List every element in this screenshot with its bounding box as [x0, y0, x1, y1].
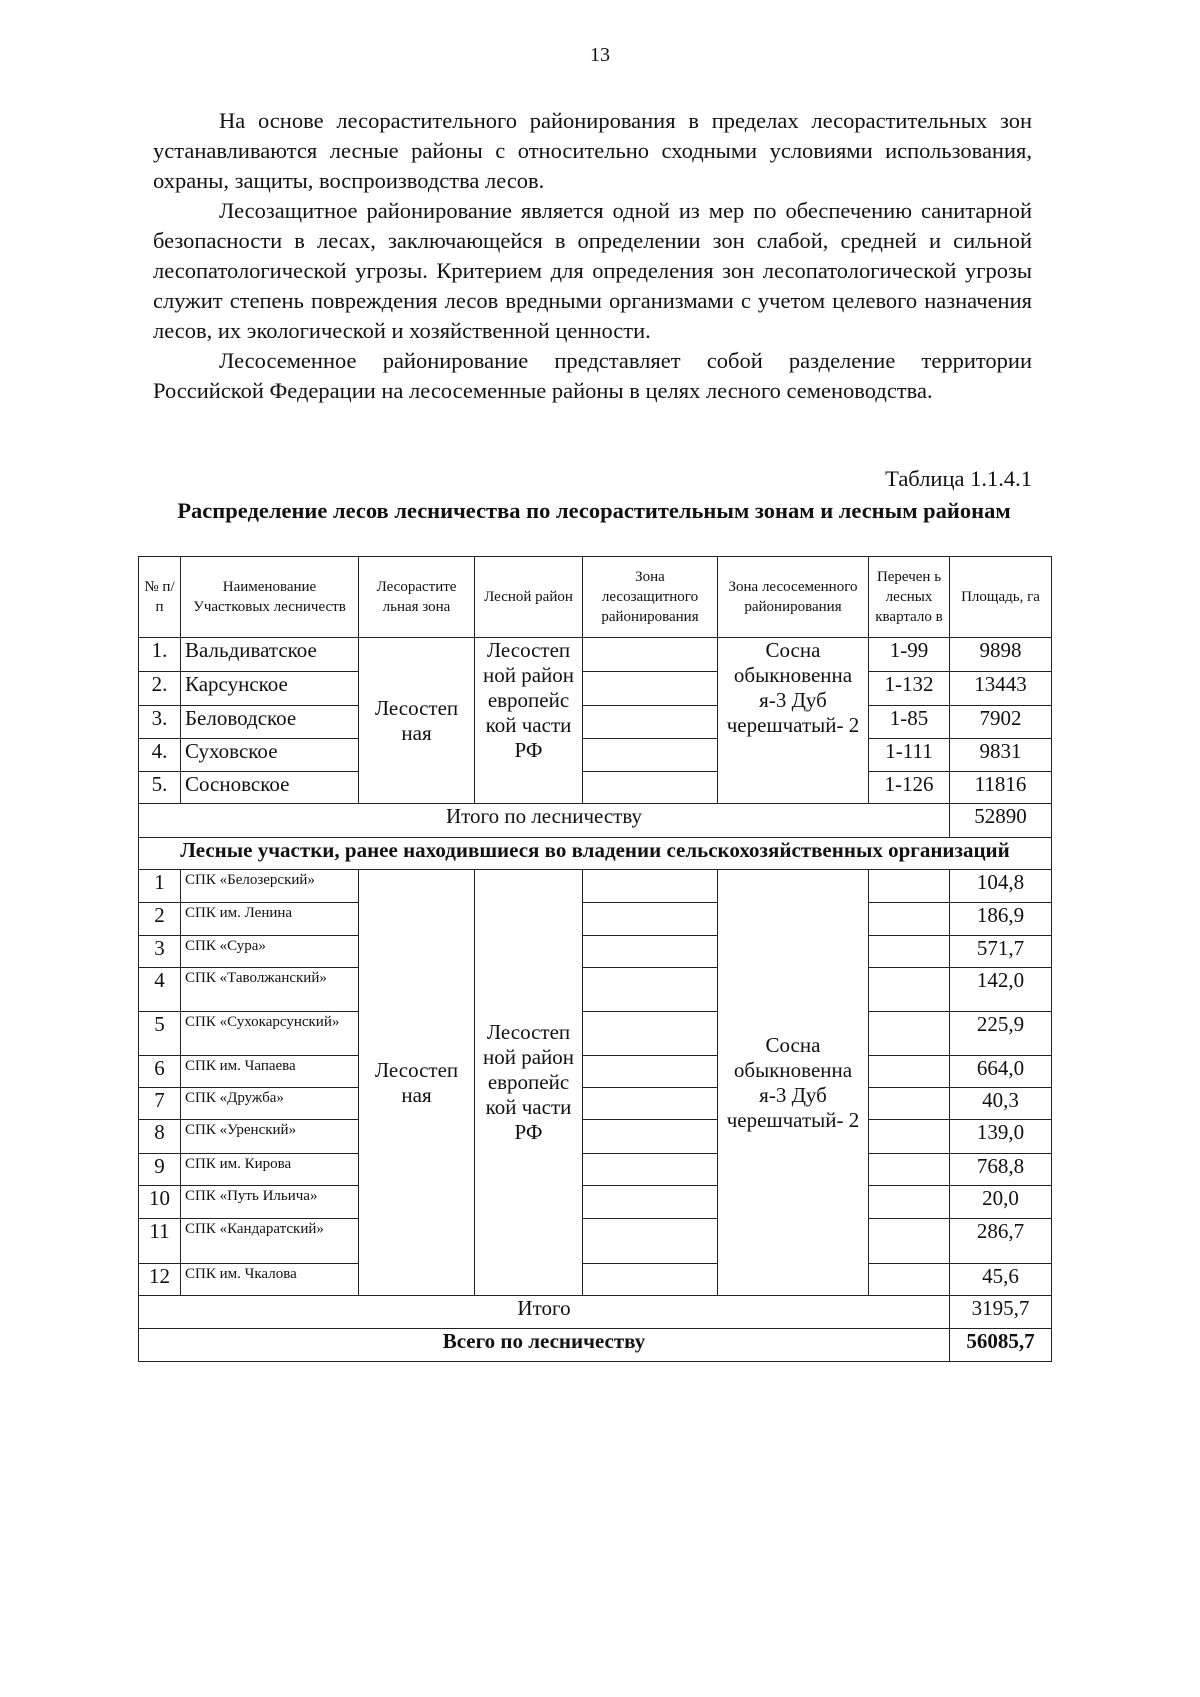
organization-name: СПК им. Ленина: [181, 903, 359, 936]
grand-total-label: Всего по лесничеству: [139, 1329, 950, 1362]
protection-zone: [583, 1219, 718, 1264]
organization-name: СПК «Путь Ильича»: [181, 1186, 359, 1219]
quarters: [869, 1012, 950, 1056]
section-heading-row: [139, 838, 1052, 870]
quarters: 1-111: [869, 739, 950, 772]
forestry-name: Сосновское: [181, 772, 359, 804]
quarters: [869, 1088, 950, 1120]
area: 142,0: [950, 968, 1052, 1012]
seed-zone: Сосна обыкновенна я-3 Дуб черешчатый- 2: [718, 638, 869, 804]
quarters: [869, 1186, 950, 1219]
row-number: 5.: [139, 772, 181, 804]
page-number: 13: [590, 44, 610, 66]
area: 9831: [950, 739, 1052, 772]
organization-name: СПК «Белозерский»: [181, 870, 359, 903]
area: 40,3: [950, 1088, 1052, 1120]
organization-name: СПК им. Чапаева: [181, 1056, 359, 1088]
area: 11816: [950, 772, 1052, 804]
area: 13443: [950, 672, 1052, 706]
quarters: [869, 903, 950, 936]
area: 286,7: [950, 1219, 1052, 1264]
paragraph: На основе лесорастительного районирования в пределах лесорастительных зон устанавливаются лесные районы с относительно сходными условиями использования, охраны, защиты, воспроизводства лесов.: [153, 108, 1032, 193]
protection-zone: [583, 936, 718, 968]
protection-zone: [583, 1056, 718, 1088]
table-header-row: [139, 557, 1052, 638]
row-number: 10: [139, 1186, 181, 1219]
paragraph: Лесосеменное районирование представляет собой разделение территории Российской Федерации на лесосеменные районы в целях лесного семеноводства.: [153, 348, 1032, 403]
subtotal-label: Итого: [139, 1296, 950, 1329]
quarters: [869, 968, 950, 1012]
column-header: Лесной район: [475, 557, 583, 638]
organization-name: СПК им. Кирова: [181, 1154, 359, 1186]
organization-name: СПК «Сура»: [181, 936, 359, 968]
table-row: [139, 936, 1052, 968]
quarters: [869, 1154, 950, 1186]
area: 9898: [950, 638, 1052, 672]
row-number: 4: [139, 968, 181, 1012]
area: 45,6: [950, 1264, 1052, 1296]
row-number: 4.: [139, 739, 181, 772]
organization-name: СПК «Таволжанский»: [181, 968, 359, 1012]
table-row: [139, 706, 1052, 739]
forest-distribution-table: [138, 556, 1052, 1362]
row-number: 1.: [139, 638, 181, 672]
forest-district: Лесостеп ной район европейс кой части РФ: [475, 870, 583, 1296]
protection-zone: [583, 1012, 718, 1056]
column-header: Зона лесосеменного районирования: [718, 557, 869, 638]
area: 571,7: [950, 936, 1052, 968]
quarters: [869, 1264, 950, 1296]
subtotal-row: [139, 804, 1052, 838]
subtotal-label: Итого по лесничеству: [139, 804, 950, 838]
area: 104,8: [950, 870, 1052, 903]
vegetation-zone: Лесостеп ная: [359, 870, 475, 1296]
forest-district: Лесостеп ной район европейс кой части РФ: [475, 638, 583, 804]
subtotal-value: 52890: [950, 804, 1052, 838]
protection-zone: [583, 903, 718, 936]
area: 186,9: [950, 903, 1052, 936]
organization-name: СПК «Сухокарсунский»: [181, 1012, 359, 1056]
row-number: 2.: [139, 672, 181, 706]
table-row: [139, 1186, 1052, 1219]
column-header: № п/п: [139, 557, 181, 638]
column-header: Лесорастите льная зона: [359, 557, 475, 638]
quarters: [869, 870, 950, 903]
table-row: [139, 1154, 1052, 1186]
quarters: 1-99: [869, 638, 950, 672]
table-row: [139, 739, 1052, 772]
table-row: [139, 870, 1052, 903]
grand-total-row: [139, 1329, 1052, 1362]
column-header: Перечен ь лесных квартало в: [869, 557, 950, 638]
table-row: [139, 968, 1052, 1012]
forestry-name: Беловодское: [181, 706, 359, 739]
protection-zone: [583, 968, 718, 1012]
protection-zone: [583, 1088, 718, 1120]
protection-zone: [583, 870, 718, 903]
quarters: 1-85: [869, 706, 950, 739]
area: 768,8: [950, 1154, 1052, 1186]
table-label: Таблица 1.1.4.1: [885, 466, 1032, 491]
area: 664,0: [950, 1056, 1052, 1088]
body-text: [153, 106, 1032, 406]
row-number: 8: [139, 1120, 181, 1154]
table-row: [139, 903, 1052, 936]
area: 225,9: [950, 1012, 1052, 1056]
subtotal-value: 3195,7: [950, 1296, 1052, 1329]
protection-zone: [583, 772, 718, 804]
row-number: 5: [139, 1012, 181, 1056]
grand-total-value: 56085,7: [950, 1329, 1052, 1362]
row-number: 3: [139, 936, 181, 968]
area: 20,0: [950, 1186, 1052, 1219]
row-number: 3.: [139, 706, 181, 739]
subtotal-row: [139, 1296, 1052, 1329]
row-number: 11: [139, 1219, 181, 1264]
protection-zone: [583, 739, 718, 772]
row-number: 7: [139, 1088, 181, 1120]
quarters: 1-132: [869, 672, 950, 706]
quarters: [869, 1120, 950, 1154]
organization-name: СПК «Уренский»: [181, 1120, 359, 1154]
forestry-name: Карсунское: [181, 672, 359, 706]
column-header: Зона лесозащитного районирования: [583, 557, 718, 638]
table-row: [139, 1088, 1052, 1120]
table-row: [139, 1056, 1052, 1088]
row-number: 6: [139, 1056, 181, 1088]
protection-zone: [583, 672, 718, 706]
column-header: Площадь, га: [950, 557, 1052, 638]
table-row: [139, 1219, 1052, 1264]
forestry-name: Суховское: [181, 739, 359, 772]
organization-name: СПК им. Чкалова: [181, 1264, 359, 1296]
row-number: 12: [139, 1264, 181, 1296]
protection-zone: [583, 706, 718, 739]
organization-name: СПК «Дружба»: [181, 1088, 359, 1120]
section-heading: Лесные участки, ранее находившиеся во владении сельскохозяйственных организаций: [139, 838, 1052, 870]
organization-name: СПК «Кандаратский»: [181, 1219, 359, 1264]
protection-zone: [583, 1264, 718, 1296]
quarters: [869, 936, 950, 968]
table-row: [139, 1264, 1052, 1296]
row-number: 2: [139, 903, 181, 936]
protection-zone: [583, 1154, 718, 1186]
table-row: [139, 672, 1052, 706]
table-row: [139, 1012, 1052, 1056]
vegetation-zone: Лесостеп ная: [359, 638, 475, 804]
paragraph: Лесозащитное районирование является одной из мер по обеспечению санитарной безопасности в лесах, заключающейся в определении зон слабой, средней и сильной лесопатологической угрозы. Критерием для определения зон лесопатологической угрозы служит степень повреждения лесов вредными организмами с учетом целевого назначения лесов, их экологической и хозяйственной ценности.: [153, 198, 1032, 343]
protection-zone: [583, 1186, 718, 1219]
table-title: Распределение лесов лесничества по лесорастительным зонам и лесным районам: [177, 498, 1011, 523]
row-number: 9: [139, 1154, 181, 1186]
table-row: [139, 1120, 1052, 1154]
forestry-name: Вальдиватское: [181, 638, 359, 672]
area: 139,0: [950, 1120, 1052, 1154]
table-row: [139, 772, 1052, 804]
area: 7902: [950, 706, 1052, 739]
table-row: [139, 638, 1052, 672]
protection-zone: [583, 638, 718, 672]
quarters: [869, 1219, 950, 1264]
quarters: 1-126: [869, 772, 950, 804]
column-header: Наименование Участковых лесничеств: [181, 557, 359, 638]
row-number: 1: [139, 870, 181, 903]
seed-zone: Сосна обыкновенна я-3 Дуб черешчатый- 2: [718, 870, 869, 1296]
quarters: [869, 1056, 950, 1088]
protection-zone: [583, 1120, 718, 1154]
